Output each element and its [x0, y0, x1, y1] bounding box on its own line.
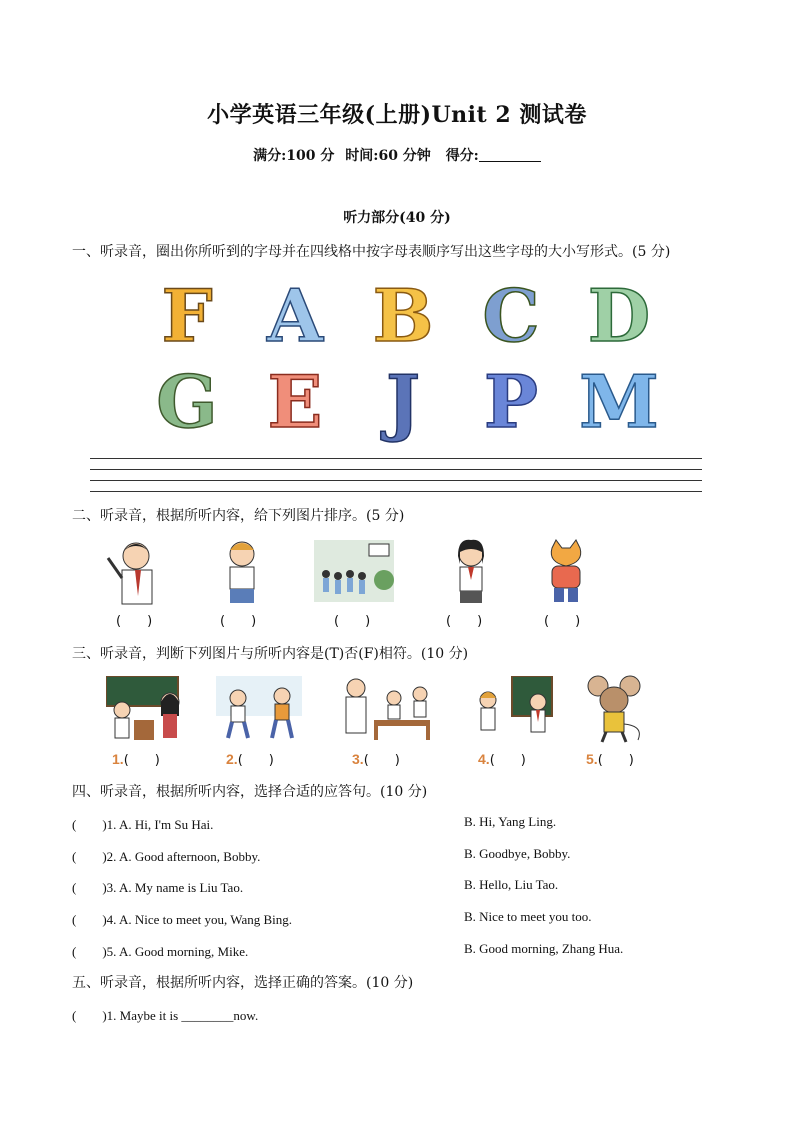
q2-answer-3[interactable]: ( )	[334, 614, 371, 629]
page-title: 小学英语三年级(上册)Unit 2 测试卷	[207, 102, 587, 128]
letter-card[interactable]	[148, 273, 226, 358]
letter-C: C	[482, 273, 540, 358]
q3-picture-two-boys	[472, 676, 556, 742]
q4-row-2-b[interactable]: B. Goodbye, Bobby.	[464, 846, 571, 861]
q3-picture-blackboard	[106, 676, 184, 742]
q3-number: 4.	[478, 751, 490, 767]
score-label: 得分:	[445, 148, 479, 164]
four-line-grid[interactable]	[90, 458, 702, 494]
letter-P: P	[483, 359, 539, 444]
q5-instruction: 五、听录音，根据所听内容，选择正确的答案。(10 分)	[72, 975, 414, 991]
q3-paren: ( )	[123, 753, 160, 768]
q2-picture-classroom	[314, 540, 394, 602]
full-score: 满分:100 分	[253, 148, 335, 164]
q2-picture-blond-boy	[212, 536, 272, 606]
letter-card[interactable]	[148, 359, 226, 444]
q4-row-4-a[interactable]: ( )4. A. Nice to meet you, Wang Bing.	[72, 912, 293, 927]
q2-answer-1[interactable]: ( )	[116, 614, 153, 629]
q4-row-5-a[interactable]: ( )5. A. Good morning, Mike.	[72, 944, 249, 959]
q2-instruction: 二、听录音，根据所听内容，给下列图片排序。(5 分)	[72, 508, 405, 524]
letter-card[interactable]	[472, 273, 550, 358]
q3-picture-mouse	[586, 674, 646, 744]
exam-meta	[0, 145, 794, 165]
q4-row-3-b[interactable]: B. Hello, Liu Tao.	[464, 877, 559, 892]
score-blank[interactable]	[479, 147, 541, 162]
letter-card[interactable]	[579, 359, 659, 444]
letter-card[interactable]	[256, 359, 334, 444]
letter-card[interactable]	[364, 273, 442, 358]
q5-row-1[interactable]: ( )1. Maybe it is ________now.	[72, 1008, 259, 1023]
q3-number: 2.	[226, 751, 238, 767]
q3-item-2[interactable]	[226, 749, 274, 768]
q3-number: 3.	[352, 751, 364, 767]
letter-B: B	[372, 273, 434, 358]
q4-row-1-b[interactable]: B. Hi, Yang Ling.	[464, 814, 557, 829]
q4-row-2-a[interactable]: ( )2. A. Good afternoon, Bobby.	[72, 849, 261, 864]
letter-card[interactable]	[580, 273, 658, 358]
q2-picture-cat	[536, 538, 596, 606]
letter-F: F	[161, 273, 213, 358]
q2-picture-boy-waving	[100, 536, 170, 606]
q2-answer-2[interactable]: ( )	[220, 614, 257, 629]
q3-number: 1.	[112, 751, 124, 767]
letter-card[interactable]	[472, 359, 550, 444]
q3-item-3[interactable]	[352, 749, 400, 768]
q3-paren: ( )	[363, 753, 400, 768]
q4-row-5-b[interactable]: B. Good morning, Zhang Hua.	[464, 941, 624, 956]
q2-answer-4[interactable]: ( )	[446, 614, 483, 629]
q1-instruction: 一、听录音，圈出你所听到的字母并在四线格中按字母表顺序写出这些字母的大小写形式。(5 分)	[72, 244, 671, 260]
letter-card[interactable]	[364, 359, 442, 444]
letter-card[interactable]	[256, 273, 334, 358]
q3-item-4[interactable]	[478, 749, 526, 768]
q4-row-4-b[interactable]: B. Nice to meet you too.	[464, 909, 592, 924]
q3-paren: ( )	[489, 753, 526, 768]
q4-row-1-a[interactable]: ( )1. A. Hi, I'm Su Hai.	[72, 817, 214, 832]
q3-number: 5.	[586, 751, 598, 767]
letter-E: E	[267, 359, 323, 444]
q4-instruction: 四、听录音，根据所听内容，选择合适的应答句。(10 分)	[72, 784, 428, 800]
q3-picture-teacher-students	[334, 676, 434, 742]
letters-row-2	[148, 359, 659, 444]
q3-paren: ( )	[597, 753, 634, 768]
q3-item-5[interactable]	[586, 749, 634, 768]
letter-J: J	[385, 359, 421, 444]
letter-G: G	[156, 359, 218, 444]
letters-row-1	[148, 273, 658, 358]
q3-picture-boys-outside	[216, 676, 302, 742]
q4-row-3-a[interactable]: ( )3. A. My name is Liu Tao.	[72, 880, 244, 895]
q2-answer-5[interactable]: ( )	[544, 614, 581, 629]
listening-section-header: 听力部分(40 分)	[343, 210, 451, 226]
letter-A: A	[267, 273, 323, 358]
q3-paren: ( )	[237, 753, 274, 768]
time-limit: 时间:60 分钟	[345, 148, 431, 164]
q2-picture-girl	[446, 536, 496, 606]
letter-M: M	[579, 359, 659, 444]
q3-instruction: 三、听录音，判断下列图片与所听内容是(T)否(F)相符。(10 分)	[72, 646, 469, 662]
q3-item-1[interactable]	[112, 749, 160, 768]
letter-D: D	[587, 273, 651, 358]
